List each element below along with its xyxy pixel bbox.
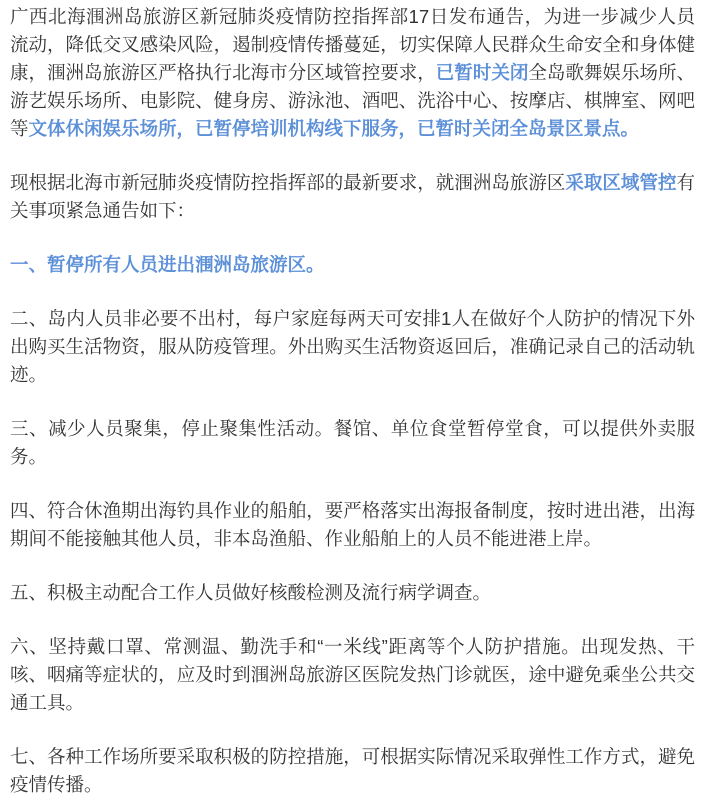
text-run: 二、岛内人员非必要不出村，每户家庭每两天可安排1人在做好个人防护的情况下外出购买生活物资，服从防疫管理。外出购买生活物资返回后，准确记录自己的活动轨迹。 <box>10 308 695 385</box>
highlight-run: 已暂时关闭 <box>435 62 529 83</box>
paragraph-1 <box>10 3 695 143</box>
text-run: 现根据北海市新冠肺炎疫情防控指挥部的最新要求，就涠洲岛旅游区 <box>10 172 566 193</box>
paragraph-4 <box>10 305 695 389</box>
paragraph-2 <box>10 169 695 225</box>
text-run: 三、减少人员聚集，停止聚集性活动。餐馆、单位食堂暂停堂食，可以提供外卖服务。 <box>10 418 695 467</box>
text-run: 有关事项紧急通告如下： <box>10 172 695 221</box>
text-run: 四、符合休渔期出海钓具作业的船舶，要严格落实出海报备制度，按时进出港，出海期间不能接触其他人员，非本岛渔船、作业船舶上的人员不能进港上岸。 <box>10 500 695 549</box>
paragraph-6 <box>10 497 695 553</box>
paragraph-5 <box>10 415 695 471</box>
text-run: 全岛歌舞娱乐场所、游艺娱乐场所、电影院、健身房、游泳池、酒吧、洗浴中心、按摩店、棋牌室、网吧等 <box>10 62 695 139</box>
text-run: 七、各种工作场所要采取积极的防控措施，可根据实际情况采取弹性工作方式，避免疫情传播。 <box>10 746 695 795</box>
text-run: 五、积极主动配合工作人员做好核酸检测及流行病学调查。 <box>10 582 492 603</box>
paragraph-3 <box>10 251 695 279</box>
paragraph-8 <box>10 633 695 717</box>
highlight-run: 文体休闲娱乐场所，已暂停培训机构线下服务，已暂时关闭全岛景区景点。 <box>28 118 640 139</box>
text-run: 广西北海涠洲岛旅游区新冠肺炎疫情防控指挥部17日发布通告，为进一步减少人员流动，降低交叉感染风险，遏制疫情传播蔓延，切实保障人民群众生命安全和身体健康，涠洲岛旅游区严格执行北海市分区域管控要求， <box>10 6 695 83</box>
highlight-run: 一、暂停所有人员进出涠洲岛旅游区。 <box>10 254 325 275</box>
text-run: 六、坚持戴口罩、常测温、勤洗手和“一米线”距离等个人防护措施。出现发热、干咳、咽痛等症状的，应及时到涠洲岛旅游区医院发热门诊就医，途中避免乘坐公共交通工具。 <box>10 636 695 713</box>
paragraph-9 <box>10 743 695 799</box>
highlight-run: 采取区域管控 <box>565 172 677 193</box>
paragraph-7 <box>10 579 695 607</box>
